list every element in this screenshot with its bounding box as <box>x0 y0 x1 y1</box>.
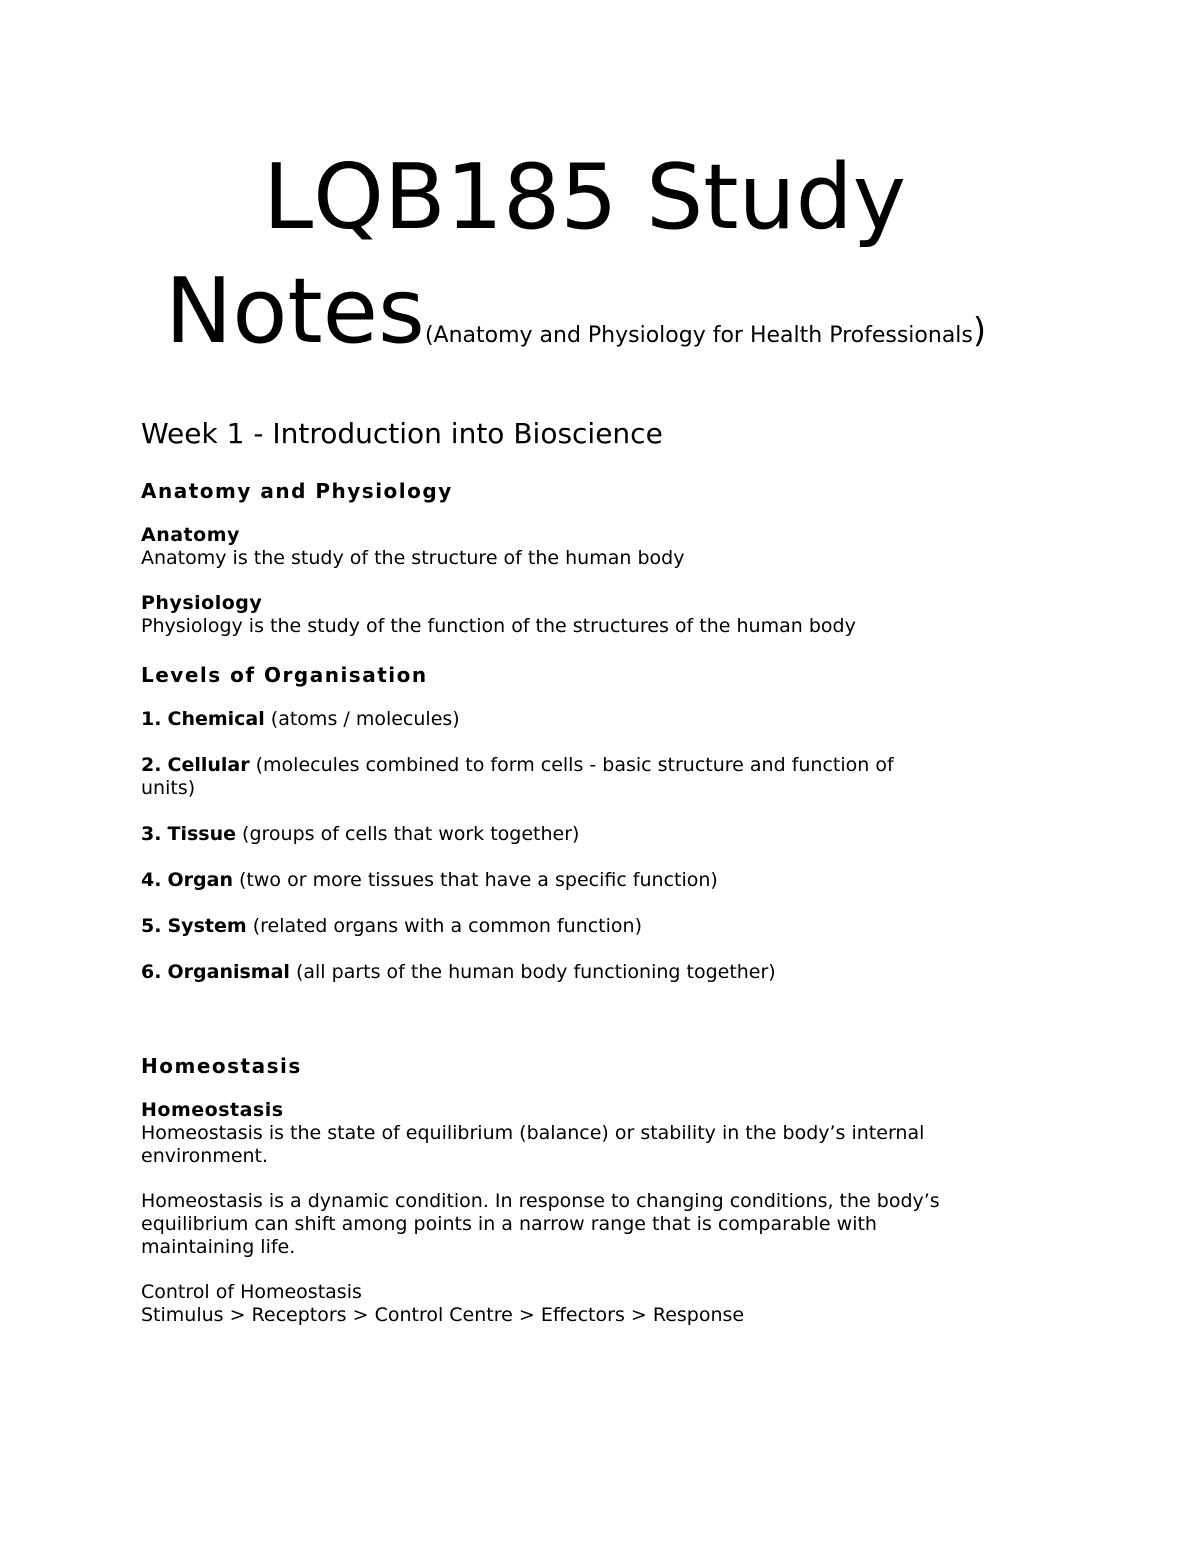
anatomy-text: Anatomy is the study of the structure of the human body <box>141 547 685 569</box>
section-heading-anatomy-physiology: Anatomy and Physiology <box>141 479 453 503</box>
homeostasis-term: Homeostasis <box>141 1099 284 1121</box>
control-chain: Stimulus > Receptors > Control Centre > Effectors > Response <box>141 1304 745 1326</box>
list-item: 2. Cellular (molecules combined to form cells - basic structure and function of units) <box>141 754 894 799</box>
document-content <box>141 416 941 1349</box>
anatomy-term: Anatomy <box>141 524 240 546</box>
levels-list <box>141 708 941 984</box>
physiology-term: Physiology <box>141 592 263 614</box>
section-heading-homeostasis: Homeostasis <box>141 1054 302 1078</box>
document-title-notes: Notes <box>165 259 425 364</box>
document-title-line2 <box>165 259 987 387</box>
control-label: Control of Homeostasis <box>141 1281 362 1303</box>
section-heading-levels: Levels of Organisation <box>141 663 428 687</box>
document-subtitle-close: ) <box>972 311 987 351</box>
document-title-line1: LQB185 Study <box>263 145 906 250</box>
homeostasis-paragraph: Homeostasis is a dynamic condition. In response to changing conditions, the body’s equilibrium can shift among points in a narrow range that is comparable with maintaining life. <box>141 1190 940 1258</box>
week-heading: Week 1 - Introduction into Bioscience <box>141 417 663 450</box>
section-spacer <box>141 1007 941 1053</box>
homeostasis-definition <box>141 1099 941 1168</box>
list-item: 4. Organ (two or more tissues that have a specific function) <box>141 869 718 891</box>
physiology-definition <box>141 592 941 638</box>
list-item: 1. Chemical (atoms / molecules) <box>141 708 460 730</box>
document-subtitle: (Anatomy and Physiology for Health Professionals <box>424 323 973 348</box>
homeostasis-control <box>141 1281 941 1327</box>
physiology-text: Physiology is the study of the function of the structures of the human body <box>141 615 856 637</box>
list-item: 3. Tissue (groups of cells that work together) <box>141 823 580 845</box>
list-item: 5. System (related organs with a common function) <box>141 915 642 937</box>
homeostasis-text: Homeostasis is the state of equilibrium (balance) or stability in the body’s internal environment. <box>141 1122 925 1167</box>
list-item: 6. Organismal (all parts of the human body functioning together) <box>141 961 776 983</box>
anatomy-definition <box>141 524 941 570</box>
